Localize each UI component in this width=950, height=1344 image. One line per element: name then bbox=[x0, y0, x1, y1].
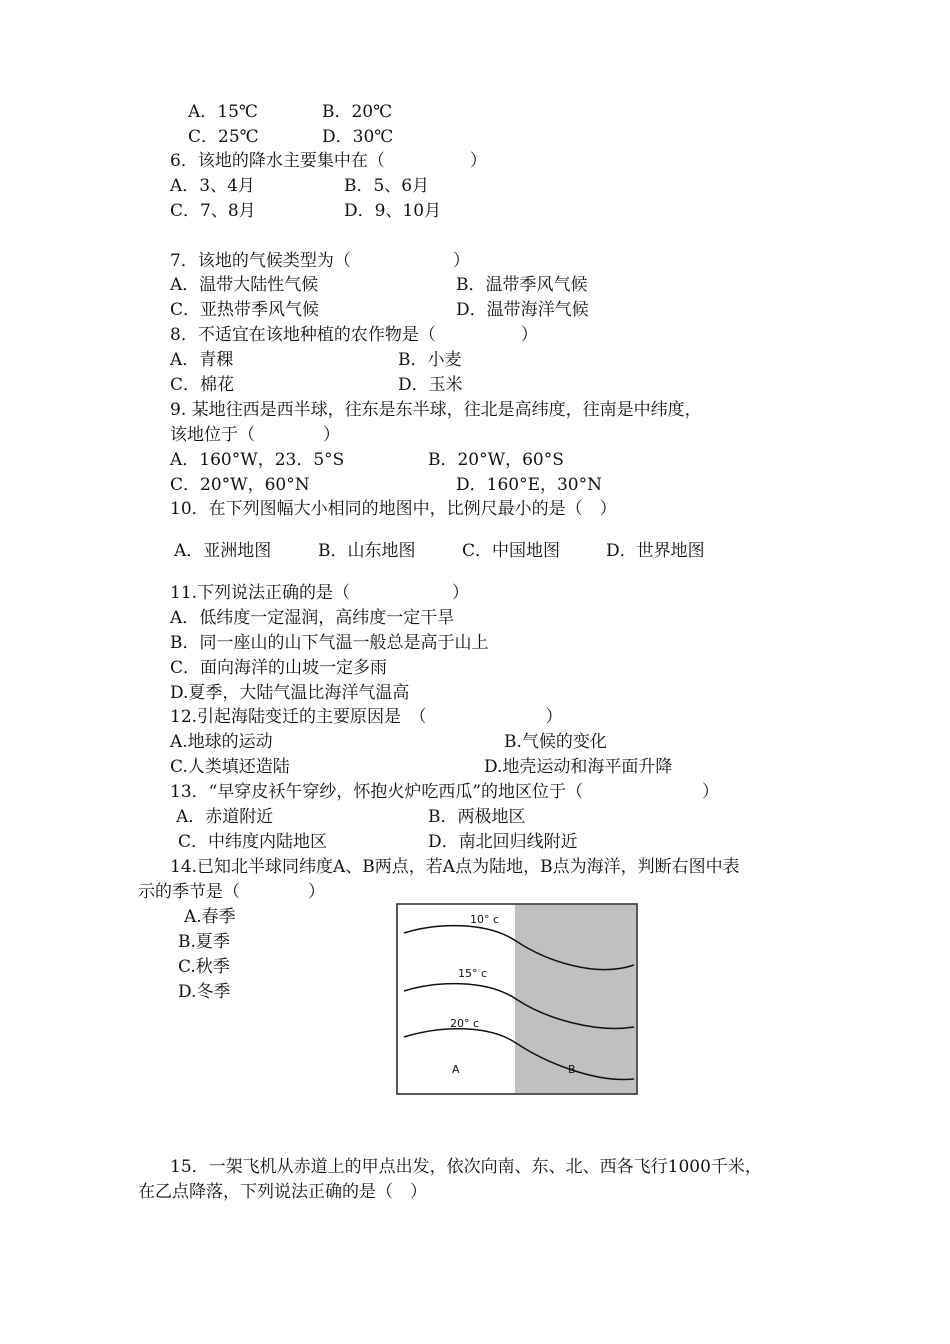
q11-option-a: A．低纬度一定湿润，高纬度一定干旱 bbox=[170, 608, 455, 628]
q9-option-d: D．160°E，30°N bbox=[456, 475, 602, 495]
q12-option-d: D.地壳运动和海平面升降 bbox=[484, 757, 673, 777]
point-a-label: A bbox=[452, 1063, 460, 1076]
q10-stem: 10．在下列图幅大小相同的地图中，比例尺最小的是（ ） bbox=[170, 499, 617, 519]
q7-stem: 7．该地的气候类型为（ ） bbox=[170, 251, 470, 271]
q8-option-c: C．棉花 bbox=[170, 375, 235, 395]
q6-stem: 6．该地的降水主要集中在（ ） bbox=[170, 151, 487, 171]
q7-option-c: C．亚热带季风气候 bbox=[170, 300, 320, 320]
q8-option-a: A．青稞 bbox=[170, 350, 234, 370]
q6-option-b: B．5、6月 bbox=[344, 176, 430, 196]
q15-stem-line1: 15．一架飞机从赤道上的甲点出发，依次向南、东、北、西各飞行1000千米， bbox=[170, 1157, 762, 1177]
q13-option-c: C．中纬度内陆地区 bbox=[178, 832, 328, 852]
q13-option-a: A．赤道附近 bbox=[176, 807, 274, 827]
q9-option-c: C．20°W，60°N bbox=[170, 475, 310, 495]
q14-option-b: B.夏季 bbox=[178, 932, 230, 952]
isotherm-20-label: 20° c bbox=[450, 1017, 480, 1030]
q9-stem-line2: 该地位于（ ） bbox=[170, 425, 340, 445]
q7-option-b: B．温带季风气候 bbox=[456, 275, 588, 295]
q12-option-c: C.人类填还造陆 bbox=[170, 757, 290, 777]
q14-option-c: C.秋季 bbox=[178, 957, 230, 977]
q5-option-d: D．30℃ bbox=[322, 127, 394, 147]
q5-option-a: A．15℃ bbox=[188, 102, 258, 122]
q10-option-c: C．中国地图 bbox=[462, 541, 561, 561]
q9-option-b: B．20°W，60°S bbox=[428, 450, 564, 470]
q14-option-a: A.春季 bbox=[184, 907, 236, 927]
q11-option-c: C．面向海洋的山坡一定多雨 bbox=[170, 658, 388, 678]
q10-option-d: D．世界地图 bbox=[606, 541, 705, 561]
isotherm-figure bbox=[396, 903, 638, 1095]
q6-option-d: D．9、10月 bbox=[344, 201, 442, 221]
q11-option-d: D.夏季，大陆气温比海洋气温高 bbox=[170, 683, 410, 703]
q13-option-b: B．两极地区 bbox=[428, 807, 526, 827]
isotherm-15-label: 15° c bbox=[458, 967, 488, 980]
isotherm-10-label: 10° c bbox=[470, 913, 500, 926]
q5-option-b: B．20℃ bbox=[322, 102, 393, 122]
q9-stem-line1: 9. 某地往西是西半球，往东是东半球，往北是高纬度，往南是中纬度， bbox=[170, 400, 702, 420]
isotherm-svg bbox=[396, 903, 638, 1095]
q14-stem-line1: 14.已知北半球同纬度A、B两点，若A点为陆地，B点为海洋，判断右图中表 bbox=[170, 857, 740, 877]
q10-option-b: B．山东地图 bbox=[318, 541, 416, 561]
q6-option-a: A．3、4月 bbox=[170, 176, 255, 196]
q9-option-a: A．160°W，23．5°S bbox=[170, 450, 345, 470]
q10-option-a: A．亚洲地图 bbox=[174, 541, 272, 561]
q13-option-d: D．南北回归线附近 bbox=[428, 832, 578, 852]
q11-option-b: B．同一座山的山下气温一般总是高于山上 bbox=[170, 633, 489, 653]
q14-option-d: D.冬季 bbox=[178, 982, 231, 1002]
q12-option-b: B.气候的变化 bbox=[504, 732, 607, 752]
q12-option-a: A.地球的运动 bbox=[170, 732, 273, 752]
q8-option-b: B．小麦 bbox=[398, 350, 462, 370]
q14-stem-line2: 示的季节是（ ） bbox=[138, 882, 325, 902]
point-b-label: B bbox=[568, 1063, 576, 1076]
q8-option-d: D．玉米 bbox=[398, 375, 463, 395]
q15-stem-line2: 在乙点降落，下列说法正确的是（ ） bbox=[138, 1182, 427, 1202]
q6-option-c: C．7、8月 bbox=[170, 201, 256, 221]
q11-stem: 11.下列说法正确的是（ ） bbox=[170, 583, 470, 603]
q8-stem: 8．不适宜在该地种植的农作物是（ ） bbox=[170, 325, 538, 345]
q7-option-d: D．温带海洋气候 bbox=[456, 300, 589, 320]
q13-stem: 13．“早穿皮袄午穿纱，怀抱火炉吃西瓜”的地区位于（ ） bbox=[170, 782, 720, 802]
q7-option-a: A．温带大陆性气候 bbox=[170, 275, 319, 295]
q12-stem: 12.引起海陆变迁的主要原因是 （ ） bbox=[170, 707, 563, 727]
q5-option-c: C．25℃ bbox=[188, 127, 259, 147]
